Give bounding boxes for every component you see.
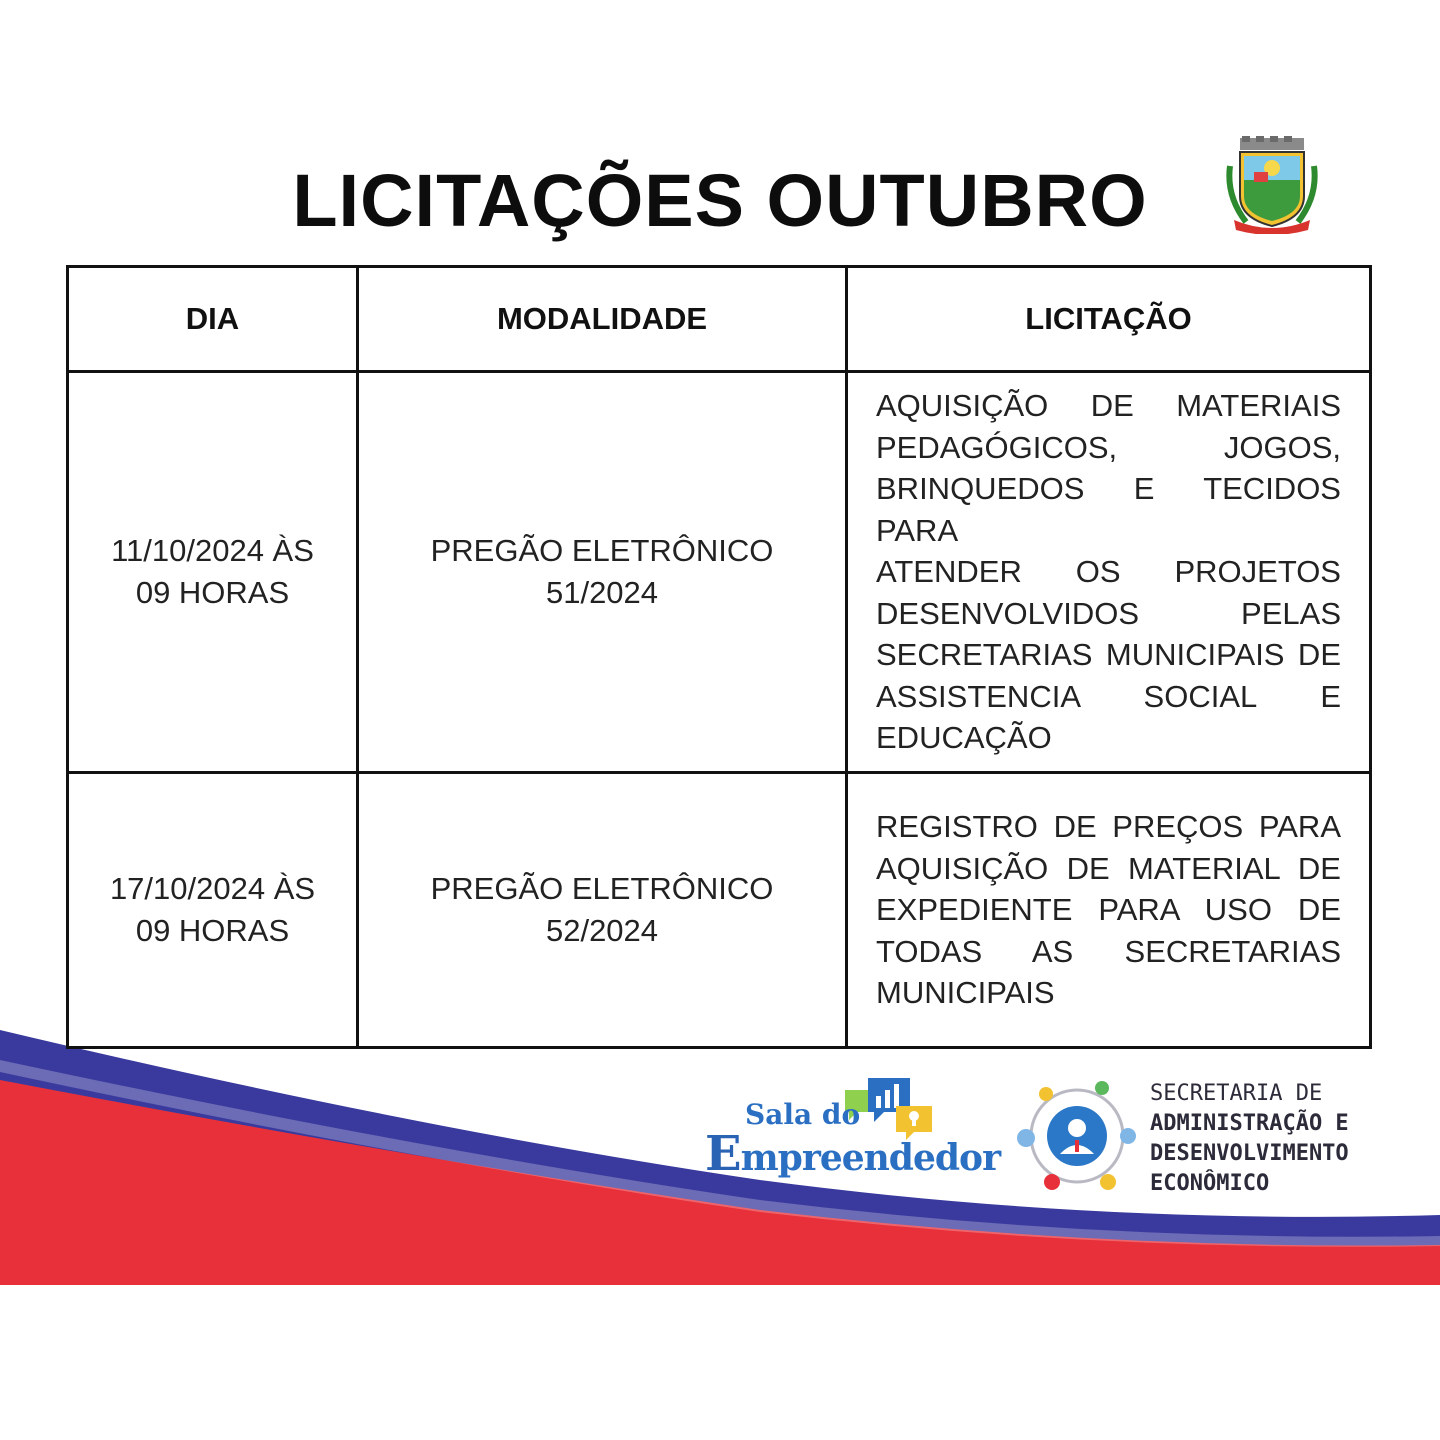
cell-licitacao-line: MUNICIPAIS <box>876 975 1055 1011</box>
secretaria-line: SECRETARIA DE <box>1150 1081 1323 1106</box>
cell-licitacao-line: EXPEDIENTE PARA USO DE <box>876 892 1341 928</box>
sala-logo-initial: E <box>705 1126 741 1182</box>
cell-licitacao-line: BRINQUEDOS E TECIDOS PARA <box>876 471 1341 548</box>
cell-licitacao-line: ASSISTENCIA SOCIAL E <box>876 678 1341 714</box>
cell-modalidade-line: PREGÃO ELETRÔNICO <box>430 533 774 568</box>
cell-licitacao-line: REGISTRO DE PREÇOS PARA <box>876 809 1341 845</box>
header-modalidade: MODALIDADE <box>358 267 847 372</box>
sala-logo-rest: mpreendedor <box>740 1137 1001 1179</box>
cell-licitacao-line: ATENDER OS PROJETOS <box>876 554 1341 590</box>
cell-licitacao <box>847 372 1371 773</box>
cell-licitacao-line: SECRETARIAS MUNICIPAIS DE <box>876 637 1341 673</box>
cell-modalidade-line: PREGÃO ELETRÔNICO <box>430 871 774 906</box>
sala-logo-line2 <box>705 1126 1000 1182</box>
municipal-crest-icon <box>1226 136 1318 234</box>
cell-licitacao-line: AQUISIÇÃO DE MATERIAL DE <box>876 850 1341 886</box>
cell-licitacao-line: AQUISIÇÃO DE MATERIAIS <box>876 388 1341 424</box>
cell-licitacao-line: TODAS AS SECRETARIAS <box>876 933 1341 969</box>
cell-dia <box>68 773 358 1048</box>
cell-dia-line: 11/10/2024 ÀS <box>111 533 314 568</box>
header-dia: DIA <box>68 267 358 372</box>
cell-licitacao-line: EDUCAÇÃO <box>876 720 1052 756</box>
header-licitacao: LICITAÇÃO <box>847 267 1371 372</box>
page-title: LICITAÇÕES OUTUBRO <box>292 159 1148 242</box>
secretaria-line: ECONÔMICO <box>1150 1171 1270 1196</box>
cell-dia-line: 09 HORAS <box>135 575 290 610</box>
cell-modalidade-line: 51/2024 <box>545 575 659 610</box>
cell-licitacao <box>847 773 1371 1048</box>
cell-modalidade <box>358 773 847 1048</box>
cell-modalidade <box>358 372 847 773</box>
licitacoes-table <box>66 265 1372 1049</box>
cell-licitacao-line: PEDAGÓGICOS, JOGOS, <box>876 429 1341 465</box>
cell-dia-line: 17/10/2024 ÀS <box>109 871 316 906</box>
cell-licitacao-line: DESENVOLVIDOS PELAS <box>876 595 1341 631</box>
secretaria-network-icon <box>1012 1078 1142 1196</box>
cell-dia <box>68 372 358 773</box>
table-row <box>68 773 1371 1048</box>
secretaria-line: DESENVOLVIMENTO <box>1150 1141 1349 1166</box>
table-row <box>68 372 1371 773</box>
table-header-row <box>68 267 1371 372</box>
secretaria-label <box>1150 1079 1349 1199</box>
cell-modalidade-line: 52/2024 <box>545 913 659 948</box>
sala-logo-line1: Sala do <box>745 1098 861 1131</box>
cell-dia-line: 09 HORAS <box>135 913 290 948</box>
secretaria-line: ADMINISTRAÇÃO E <box>1150 1111 1349 1136</box>
